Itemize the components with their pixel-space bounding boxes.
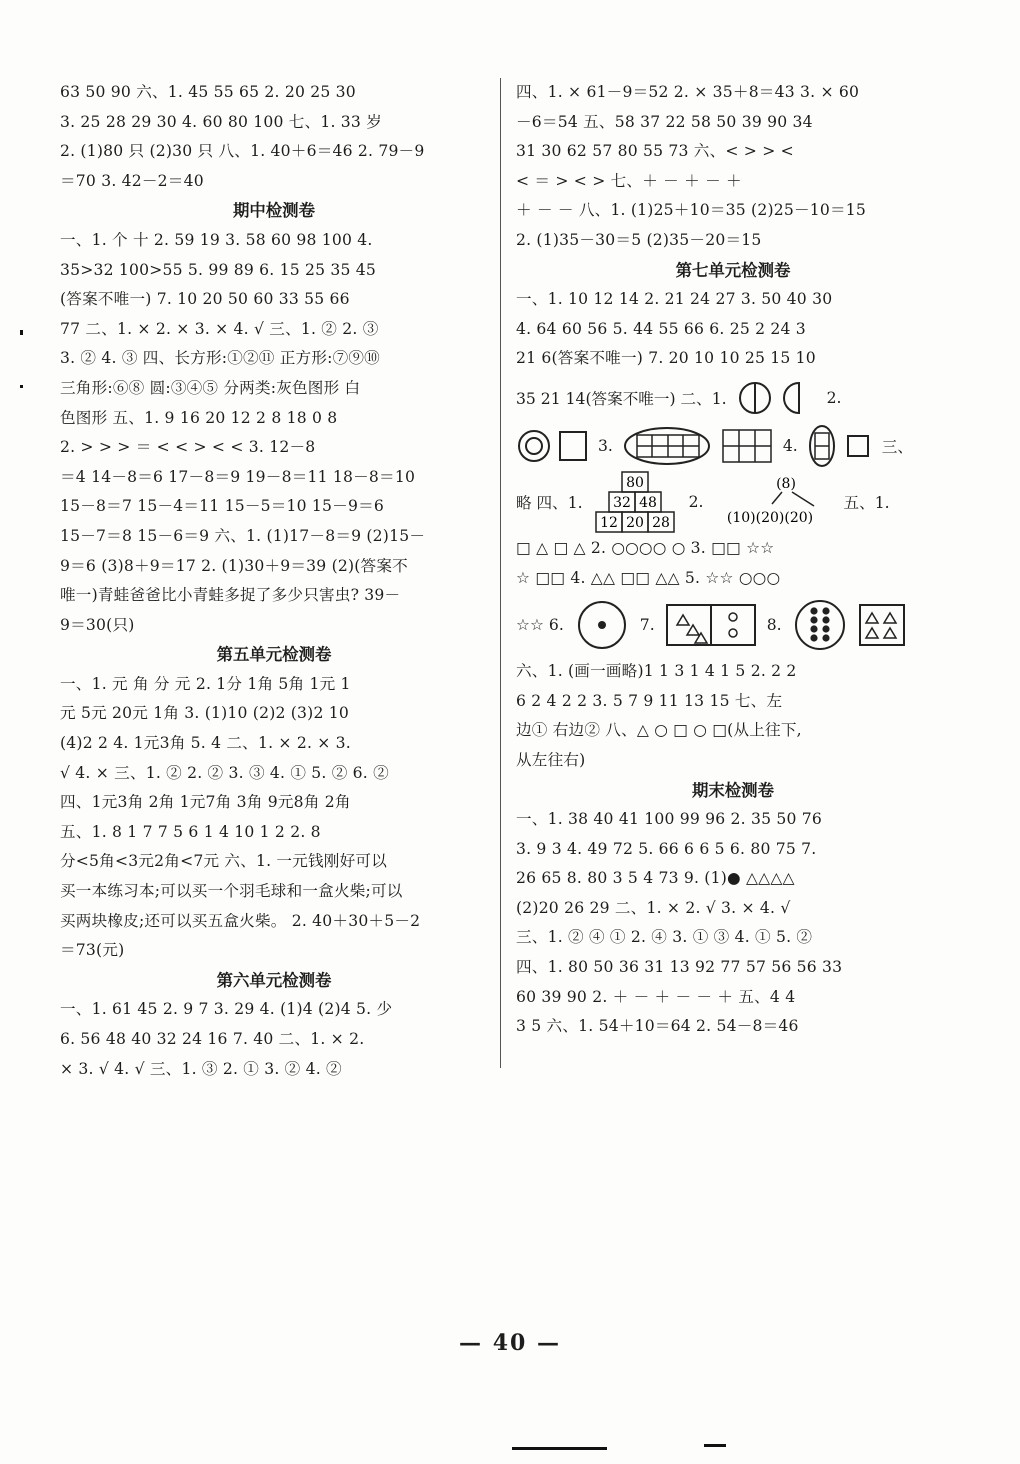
- answer-line: 3. 25 28 29 30 4. 60 80 100 七、1. 33 岁: [60, 112, 383, 131]
- answer-line: 77 二、1. × 2. × 3. × 4. √ 三、1. ② 2. ③: [60, 319, 379, 338]
- answer-line: (2)20 26 29 二、1. × 2. √ 3. × 4. √: [516, 898, 791, 917]
- pyramid-cell: 12: [599, 514, 618, 531]
- scan-mark: [704, 1444, 726, 1447]
- right-column: [516, 78, 950, 1042]
- page-number: — 40 —: [459, 1330, 561, 1356]
- answer-line: 一、1. 38 40 41 100 99 96 2. 35 50 76: [516, 810, 823, 829]
- answer-line: 分<5角<3元2角<7元 六、1. 一元钱刚好可以: [60, 852, 387, 871]
- figure-row-pyramid: [516, 470, 950, 534]
- figure-row-prefix: 35 21 14(答案不唯一) 二、1.: [516, 389, 727, 408]
- right-column-section-a: [516, 78, 950, 374]
- answer-line: 边① 右边② 八、△ ○ □ ○ □(从上往下,: [516, 721, 802, 740]
- number-tree-figure: [714, 472, 834, 532]
- label-8: 8.: [766, 616, 782, 635]
- answer-line: 21 6(答案不唯一) 7. 20 10 10 25 15 10: [516, 349, 816, 368]
- answer-line: √ 4. × 三、1. ② 2. ② 3. ③ 4. ① 5. ② 6. ②: [60, 763, 389, 782]
- figure-row-shape-halves: [516, 374, 950, 422]
- pyramid-cell: 32: [612, 494, 631, 511]
- right-column-section-b: [516, 534, 950, 593]
- answer-line: 31 30 62 57 80 55 73 六、< > > <: [516, 142, 794, 161]
- answer-line: 一、1. 61 45 2. 9 7 3. 29 4. (1)4 (2)4 5. 少: [60, 1000, 393, 1019]
- answer-line: 三、1. ② ④ ① 2. ④ 3. ① ③ 4. ① 5. ②: [516, 928, 813, 947]
- column-divider: [500, 78, 501, 1068]
- scan-mark: [20, 385, 23, 388]
- answer-line: (答案不唯一) 7. 10 20 50 60 33 55 66: [60, 290, 350, 309]
- tree-top: (8): [775, 475, 796, 492]
- figure-row-grids: [516, 422, 950, 470]
- tree-bottom: (10)(20)(20): [726, 509, 813, 526]
- answer-line: 四、1元3角 2角 1元7角 3角 9元8角 2角: [60, 793, 351, 812]
- answer-line: 唯一)青蛙爸爸比小青蛙多捉了多少只害虫? 39－: [60, 586, 401, 605]
- answer-line: 买两块橡皮;还可以买五盒火柴。 2. 40＋30＋5－2: [60, 911, 421, 930]
- answer-line: × 3. √ 4. √ 三、1. ③ 2. ① 3. ② 4. ②: [60, 1059, 342, 1078]
- answer-line: □ △ □ △ 2. ○○○○ ○ 3. □□ ☆☆: [516, 538, 775, 557]
- section-title: 第五单元检测卷: [216, 645, 332, 665]
- label-7: 7.: [639, 616, 655, 635]
- answer-line: 3. 9 3 4. 49 72 5. 66 6 6 5 6. 80 75 7.: [516, 839, 817, 858]
- answer-line: 3 5 六、1. 54＋10＝64 2. 54－8＝46: [516, 1017, 799, 1036]
- answer-line: ＋ － － 八、1. (1)25＋10＝35 (2)25－10＝15: [516, 201, 867, 220]
- square-with-triangles-figure: [858, 603, 906, 647]
- figure-row-suffix: 三、: [881, 437, 913, 456]
- answer-line: 六、1. (画一画略)1 1 3 1 4 1 5 2. 2 2: [516, 662, 797, 681]
- label-3: 3.: [598, 436, 613, 455]
- answer-line: 五、1. 8 1 7 7 5 6 1 4 10 1 2 2. 8: [60, 822, 321, 841]
- answer-line: ＝73(元): [60, 941, 125, 960]
- answer-line: < ＝ > < > 七、＋ － ＋ － ＋: [516, 171, 742, 190]
- concentric-circle-and-square-figure: [516, 428, 588, 464]
- scan-mark: [512, 1447, 607, 1450]
- pyramid-cell: 80: [625, 474, 644, 491]
- section-title: 期中检测卷: [233, 201, 315, 221]
- answer-line: 一、1. 个 十 2. 59 19 3. 58 60 98 100 4.: [60, 230, 373, 249]
- answer-line: 四、1. × 61－9＝52 2. × 35＋8＝43 3. × 60: [516, 83, 860, 101]
- answer-line: 三角形:⑥⑧ 圆:③④⑤ 分两类:灰色图形 白: [60, 378, 361, 397]
- triangles-and-circles-box-figure: [665, 603, 757, 647]
- half-circle-shapes-figure: [737, 380, 817, 416]
- answer-line: 一、1. 10 12 14 2. 21 24 27 3. 50 40 30: [516, 290, 833, 309]
- answer-line: 4. 64 60 56 5. 44 55 66 6. 25 2 24 3: [516, 319, 806, 338]
- figure-row-suffix: 2.: [826, 388, 842, 407]
- answer-line: 元 5元 20元 1角 3. (1)10 (2)2 (3)2 10: [60, 704, 349, 723]
- circle-with-dot-figure: [574, 599, 630, 651]
- answer-line: 15－7＝8 15－6＝9 六、1. (1)17－8＝9 (2)15－: [60, 526, 426, 545]
- answer-line: 一、1. 元 角 分 元 2. 1分 1角 5角 1元 1: [60, 674, 351, 693]
- number-pyramid-figure: [593, 470, 679, 534]
- figure-row-prefix: ☆☆ 6.: [516, 616, 564, 635]
- answer-line: 63 50 90 六、1. 45 55 65 2. 20 25 30: [60, 83, 356, 101]
- scan-mark: [20, 330, 23, 335]
- answer-line: 6. 56 48 40 32 24 16 7. 40 二、1. × 2.: [60, 1030, 365, 1048]
- answer-line: 2. > > > ＝ < < > < < 3. 12－8: [60, 438, 316, 457]
- answer-line: 60 39 90 2. ＋ － ＋ － － ＋ 五、4 4: [516, 987, 796, 1006]
- pyramid-cell: 48: [638, 494, 657, 511]
- pyramid-cell: 20: [625, 514, 644, 531]
- answer-line: 6 2 4 2 2 3. 5 7 9 11 13 15 七、左: [516, 691, 783, 710]
- answer-line: 四、1. 80 50 36 31 13 92 77 57 56 56 33: [516, 958, 843, 977]
- answer-line: 买一本练习本;可以买一个羽毛球和一盒火柴;可以: [60, 882, 403, 901]
- pyramid-cell: 28: [651, 514, 670, 531]
- figure-row-prefix: 略 四、1.: [516, 493, 583, 512]
- answer-line: ＝70 3. 42－2＝40: [60, 171, 204, 190]
- answer-line: 从左往右): [516, 750, 586, 769]
- answer-line: 9＝30(只): [60, 615, 135, 634]
- answer-line: 3. ② 4. ③ 四、长方形:①②⑪ 正方形:⑦⑨⑩: [60, 349, 380, 368]
- answer-line: 2. (1)80 只 (2)30 只 八、1. 40＋6＝46 2. 79－9: [60, 142, 425, 161]
- answer-line: －6＝54 五、58 37 22 58 50 39 90 34: [516, 112, 813, 131]
- figure-row-dice: [516, 593, 950, 657]
- left-column: [60, 78, 488, 1084]
- oval-rectangle-and-square-figure: [808, 424, 872, 468]
- right-column-section-c: [516, 657, 950, 1042]
- section-title: 第六单元检测卷: [216, 970, 332, 990]
- answer-line: ＝4 14－8＝6 17－8＝9 19－8＝11 18－8＝10: [60, 467, 416, 486]
- answer-line: 色图形 五、1. 9 16 20 12 2 8 18 0 8: [60, 408, 338, 427]
- figure-row-suffix: 五、1.: [843, 493, 890, 512]
- grid-figure: [721, 428, 773, 464]
- answer-line: (4)2 2 4. 1元3角 5. 4 二、1. × 2. × 3.: [60, 734, 351, 753]
- answer-line: 15－8＝7 15－4＝11 15－5＝10 15－9＝6: [60, 497, 385, 516]
- section-title: 第七单元检测卷: [675, 260, 791, 280]
- answer-line: 9＝6 (3)8＋9＝17 2. (1)30＋9＝39 (2)(答案不: [60, 556, 408, 575]
- answer-line: 35>32 100>55 5. 99 89 6. 15 25 35 45: [60, 260, 377, 279]
- circle-with-eight-dots-figure: [792, 599, 848, 651]
- answer-line: 2. (1)35－30＝5 (2)35－20＝15: [516, 230, 762, 249]
- oval-grid-figure: [623, 426, 711, 466]
- section-title: 期末检测卷: [692, 780, 774, 800]
- answer-line: 26 65 8. 80 3 5 4 73 9. (1)● △△△△: [516, 869, 795, 888]
- label-2: 2.: [688, 492, 704, 511]
- label-4: 4.: [782, 436, 798, 455]
- answer-line: ☆ □□ 4. △△ □□ △△ 5. ☆☆ ○○○: [516, 568, 781, 587]
